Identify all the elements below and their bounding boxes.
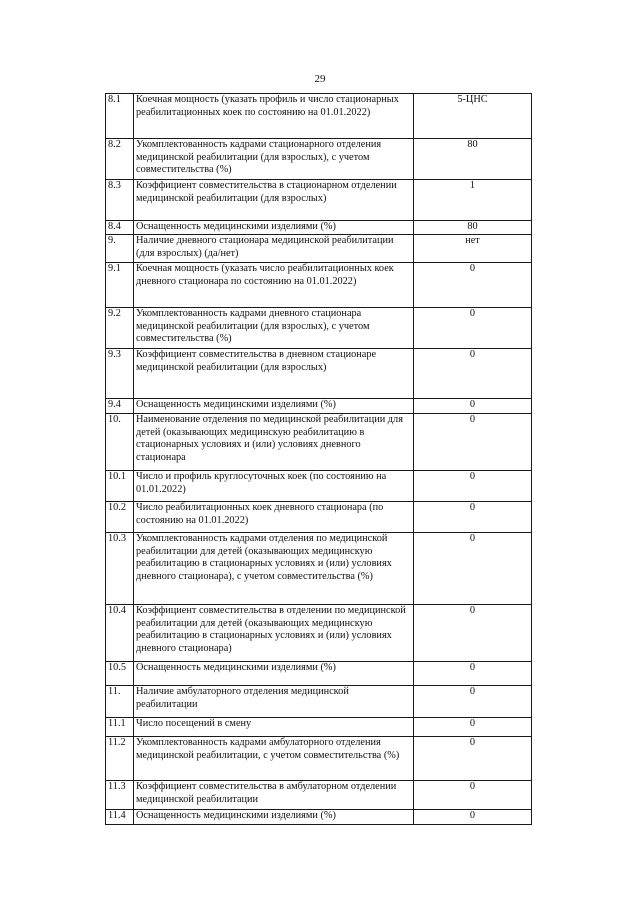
- row-number: 11.: [106, 686, 134, 718]
- row-description: Число реабилитационных коек дневного стационара (по состоянию на 01.01.2022): [134, 502, 414, 533]
- row-description: Число посещений в смену: [134, 718, 414, 737]
- row-number: 10.2: [106, 502, 134, 533]
- table-row: [106, 235, 532, 263]
- row-number: 11.3: [106, 781, 134, 810]
- row-description: Оснащенность медицинскими изделиями (%): [134, 662, 414, 686]
- table-row: [106, 533, 532, 605]
- row-value: 0: [414, 810, 532, 825]
- row-number: 9.1: [106, 263, 134, 308]
- row-description: Коечная мощность (указать число реабилитационных коек дневного стационара по состоянию на 01.01.2022): [134, 263, 414, 308]
- row-description: Укомплектованность кадрами отделения по медицинской реабилитации для детей (оказывающих медицинскую реабилитацию в стационарных условиях и (или) условиях дневного стационара), с учетом совместительства (%): [134, 533, 414, 605]
- table-row: [106, 399, 532, 414]
- row-value: 0: [414, 349, 532, 399]
- row-number: 10.5: [106, 662, 134, 686]
- row-value: 0: [414, 399, 532, 414]
- row-number: 9.2: [106, 308, 134, 349]
- row-description: Коэффициент совместительства в стационарном отделении медицинской реабилитации (для взрослых): [134, 180, 414, 221]
- row-number: 9.3: [106, 349, 134, 399]
- table-row: [106, 471, 532, 502]
- table-row: [106, 718, 532, 737]
- row-description: Оснащенность медицинскими изделиями (%): [134, 810, 414, 825]
- row-description: Коэффициент совместительства в отделении по медицинской реабилитации для детей (оказывающих медицинскую реабилитацию в стационарных условиях и (или) условиях дневного стационара): [134, 605, 414, 662]
- row-number: 11.4: [106, 810, 134, 825]
- row-value: 0: [414, 662, 532, 686]
- page-number: 29: [314, 73, 326, 85]
- row-value: 0: [414, 414, 532, 471]
- row-description: Укомплектованность кадрами дневного стационара медицинской реабилитации (для взрослых), с учетом совместительства (%): [134, 308, 414, 349]
- row-value: 1: [414, 180, 532, 221]
- row-description: Укомплектованность кадрами стационарного отделения медицинской реабилитации (для взрослых), с учетом совместительства (%): [134, 139, 414, 180]
- table-row: [106, 781, 532, 810]
- table-row: [106, 94, 532, 139]
- row-value: 0: [414, 533, 532, 605]
- row-number: 11.2: [106, 737, 134, 781]
- table-row: [106, 263, 532, 308]
- table-row: [106, 308, 532, 349]
- row-description: Наличие дневного стационара медицинской реабилитации (для взрослых) (да/нет): [134, 235, 414, 263]
- row-value: 5-ЦНС: [414, 94, 532, 139]
- row-description: Оснащенность медицинскими изделиями (%): [134, 221, 414, 235]
- table-row: [106, 662, 532, 686]
- row-number: 8.3: [106, 180, 134, 221]
- table-row: [106, 605, 532, 662]
- row-number: 8.2: [106, 139, 134, 180]
- row-number: 10.: [106, 414, 134, 471]
- row-value: 0: [414, 686, 532, 718]
- row-number: 8.1: [106, 94, 134, 139]
- row-value: 80: [414, 221, 532, 235]
- row-number: 10.3: [106, 533, 134, 605]
- table-row: [106, 221, 532, 235]
- table-row: [106, 414, 532, 471]
- row-number: 9.: [106, 235, 134, 263]
- row-value: 0: [414, 605, 532, 662]
- row-value: 0: [414, 471, 532, 502]
- table-body: [106, 94, 532, 825]
- row-description: Наименование отделения по медицинской реабилитации для детей (оказывающих медицинскую реабилитацию в стационарных условиях и (или) условиях дневного стационара: [134, 414, 414, 471]
- table-row: [106, 349, 532, 399]
- row-number: 10.4: [106, 605, 134, 662]
- row-value: 0: [414, 781, 532, 810]
- row-value: 0: [414, 718, 532, 737]
- row-number: 11.1: [106, 718, 134, 737]
- row-value: 0: [414, 502, 532, 533]
- row-description: Коэффициент совместительства в дневном стационаре медицинской реабилитации (для взрослых): [134, 349, 414, 399]
- row-value: 0: [414, 308, 532, 349]
- row-number: 9.4: [106, 399, 134, 414]
- table-row: [106, 810, 532, 825]
- row-value: 80: [414, 139, 532, 180]
- row-description: Число и профиль круглосуточных коек (по состоянию на 01.01.2022): [134, 471, 414, 502]
- row-description: Укомплектованность кадрами амбулаторного отделения медицинской реабилитации, с учетом совместительства (%): [134, 737, 414, 781]
- table-row: [106, 139, 532, 180]
- row-description: Оснащенность медицинскими изделиями (%): [134, 399, 414, 414]
- row-value: 0: [414, 263, 532, 308]
- table-row: [106, 737, 532, 781]
- row-description: Коэффициент совместительства в амбулаторном отделении медицинской реабилитации: [134, 781, 414, 810]
- row-value: нет: [414, 235, 532, 263]
- table-row: [106, 502, 532, 533]
- indicators-table: [105, 93, 532, 825]
- row-number: 8.4: [106, 221, 134, 235]
- row-number: 10.1: [106, 471, 134, 502]
- row-description: Наличие амбулаторного отделения медицинской реабилитации: [134, 686, 414, 718]
- row-value: 0: [414, 737, 532, 781]
- row-description: Коечная мощность (указать профиль и число стационарных реабилитационных коек по состоянию на 01.01.2022): [134, 94, 414, 139]
- table-row: [106, 180, 532, 221]
- table-row: [106, 686, 532, 718]
